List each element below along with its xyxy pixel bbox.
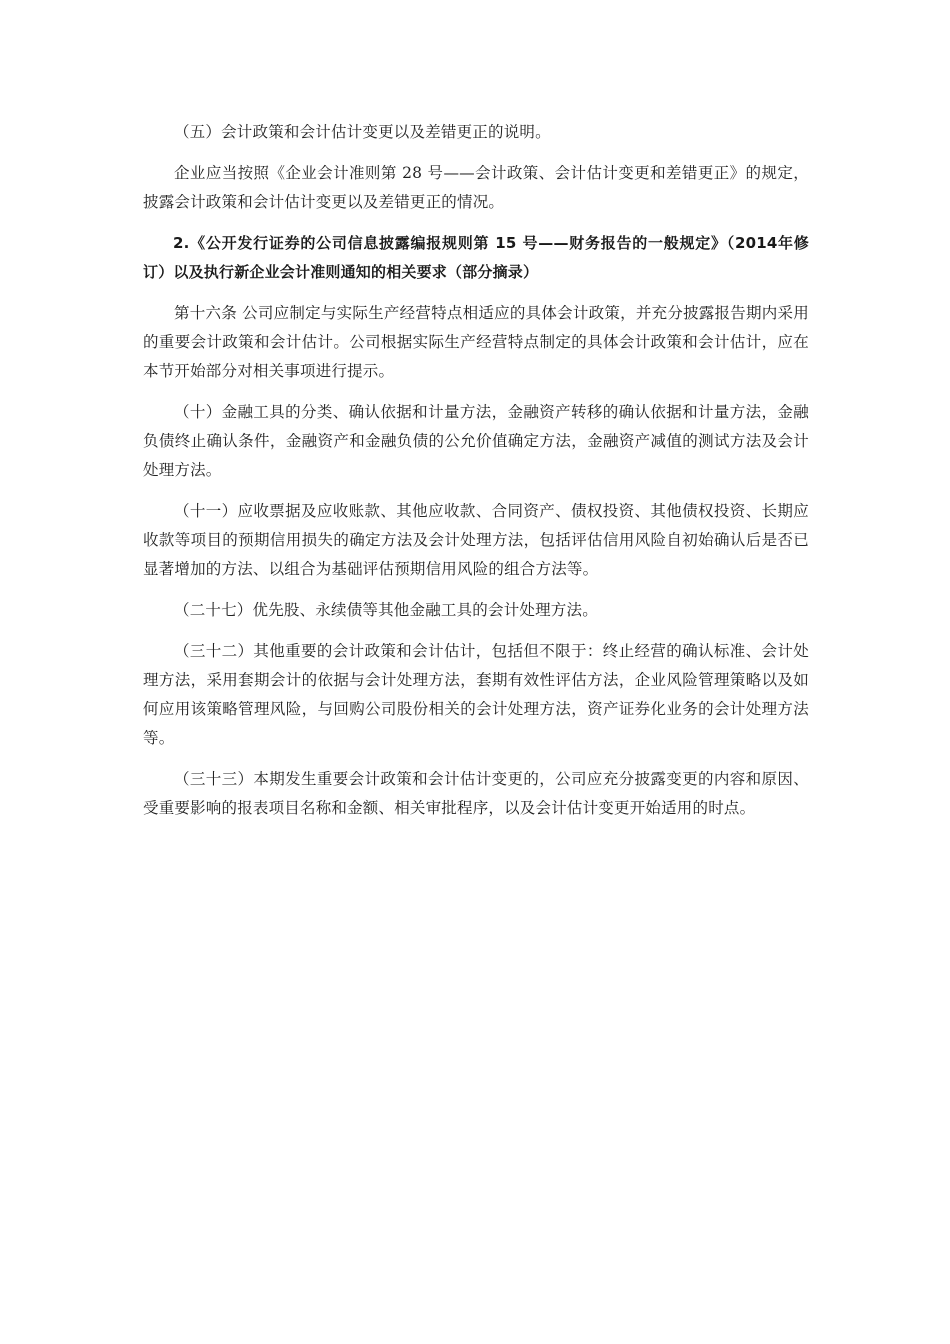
paragraph-item-27: （二十七）优先股、永续债等其他金融工具的会计处理方法。 [174, 601, 598, 619]
paragraph-section-5: （五）会计政策和会计估计变更以及差错更正的说明。 [174, 123, 551, 141]
section-heading-2: 2.《公开发行证券的公司信息披露编报规则第 15 号——财务报告的一般规定》（2014年修订）以及执行新企业会计准则通知的相关要求（部分摘录） [143, 234, 809, 281]
paragraph-item-11: （十一）应收票据及应收账款、其他应收款、合同资产、债权投资、其他债权投资、长期应收款等项目的预期信用损失的确定方法及会计处理方法，包括评估信用风险自初始确认后是否已显著增加的方法、以组合为基础评估预期信用风险的组合方法等。 [143, 502, 809, 578]
paragraph-item-10: （十）金融工具的分类、确认依据和计量方法，金融资产转移的确认依据和计量方法，金融负债终止确认条件，金融资产和金融负债的公允价值确定方法，金融资产减值的测试方法及会计处理方法。 [143, 403, 809, 479]
paragraph-item-33: （三十三）本期发生重要会计政策和会计估计变更的，公司应充分披露变更的内容和原因、受重要影响的报表项目名称和金额、相关审批程序，以及会计估计变更开始适用的时点。 [143, 770, 809, 817]
paragraph-standard-28: 企业应当按照《企业会计准则第 28 号——会计政策、会计估计变更和差错更正》的规定，披露会计政策和会计估计变更以及差错更正的情况。 [143, 164, 809, 211]
document-page [143, 118, 809, 835]
paragraph-item-32: （三十二）其他重要的会计政策和会计估计，包括但不限于：终止经营的确认标准、会计处理方法，采用套期会计的依据与会计处理方法，套期有效性评估方法，企业风险管理策略以及如何应用该策略管理风险，与回购公司股份相关的会计处理方法，资产证券化业务的会计处理方法等。 [143, 642, 809, 747]
paragraph-article-16: 第十六条 公司应制定与实际生产经营特点相适应的具体会计政策，并充分披露报告期内采用的重要会计政策和会计估计。公司根据实际生产经营特点制定的具体会计政策和会计估计，应在本节开始部分对相关事项进行提示。 [143, 304, 809, 380]
